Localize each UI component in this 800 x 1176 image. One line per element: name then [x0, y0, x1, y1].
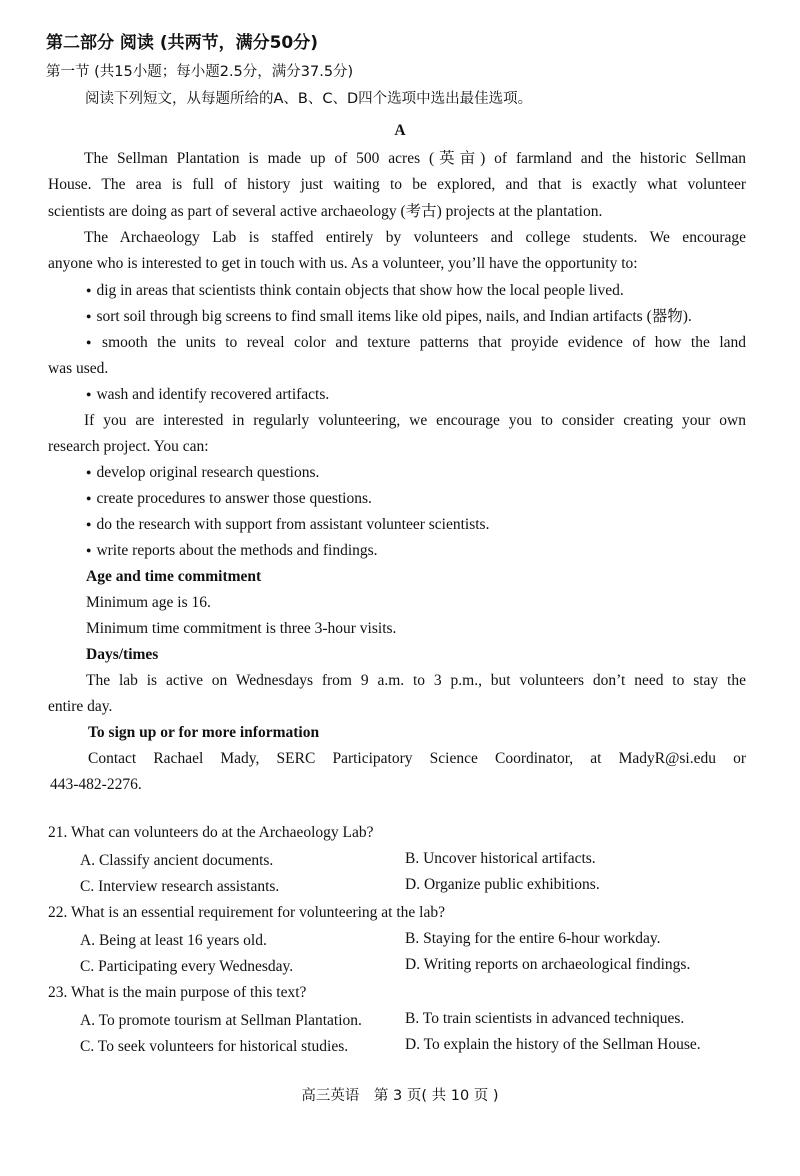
section-title: 第一节 (共15小题；每小题2.5分，满分37.5分) — [46, 64, 354, 80]
paragraph-line: The Archaeology Lab is staffed entirely by volunteers and college students. We encourage — [84, 229, 746, 246]
passage-label: A — [394, 122, 406, 139]
option-a[interactable]: A. Being at least 16 years old. — [80, 932, 267, 949]
list-item: ● smooth the units to reveal color and texture patterns that proyide evidence of how the land — [86, 333, 746, 354]
contact-line: Contact Rachael Mady, SERC Participatory Science Coordinator, at MadyR@si.edu or — [88, 750, 746, 767]
option-c[interactable]: C. Interview research assistants. — [80, 878, 280, 895]
list-item: ● dig in areas that scientists think contain objects that show how the local people lived. — [86, 281, 624, 302]
instructions: 阅读下列短文，从每题所给的A、B、C、D四个选项中选出最佳选项。 — [85, 91, 533, 107]
paragraph-line: research project. You can: — [48, 438, 209, 455]
days-heading: Days/times — [86, 646, 159, 663]
option-c[interactable]: C. To seek volunteers for historical studies. — [80, 1038, 349, 1055]
list-item: ● sort soil through big screens to find small items like old pipes, nails, and Indian artifacts (器物). — [86, 307, 692, 328]
age-line: Minimum age is 16. — [86, 594, 211, 611]
page-footer: 高三英语 第 3 页( 共 10 页 ) — [301, 1088, 499, 1104]
list-item: ● develop original research questions. — [86, 463, 319, 484]
days-line: entire day. — [48, 698, 113, 715]
option-b[interactable]: B. To train scientists in advanced techniques. — [405, 1010, 685, 1027]
option-b[interactable]: B. Uncover historical artifacts. — [405, 850, 596, 867]
paragraph-line: scientists are doing as part of several active archaeology (考古) projects at the plantation. — [48, 203, 603, 220]
age-heading: Age and time commitment — [86, 568, 262, 585]
signup-heading: To sign up or for more information — [88, 724, 320, 741]
paragraph-line: If you are interested in regularly volunteering, we encourage you to consider creating your own — [84, 412, 746, 429]
option-d[interactable]: D. Organize public exhibitions. — [405, 876, 600, 893]
paragraph-line: The Sellman Plantation is made up of 500 acres (英亩) of farmland and the historic Sellman — [84, 150, 746, 167]
contact-phone: 443-482-2276. — [50, 776, 142, 793]
question-stem: 21. What can volunteers do at the Archaeology Lab? — [48, 824, 374, 841]
part-title: 第二部分 阅读 (共两节，满分50分) — [46, 33, 319, 53]
time-line: Minimum time commitment is three 3-hour visits. — [86, 620, 397, 637]
list-item: ● do the research with support from assistant volunteer scientists. — [86, 515, 489, 536]
question-stem: 22. What is an essential requirement for volunteering at the lab? — [48, 904, 445, 921]
option-a[interactable]: A. Classify ancient documents. — [80, 852, 274, 869]
option-a[interactable]: A. To promote tourism at Sellman Plantation. — [80, 1012, 362, 1029]
list-item: ● write reports about the methods and findings. — [86, 541, 378, 562]
list-item-continuation: was used. — [48, 360, 109, 377]
option-c[interactable]: C. Participating every Wednesday. — [80, 958, 294, 975]
list-item: ● create procedures to answer those questions. — [86, 489, 372, 510]
option-d[interactable]: D. Writing reports on archaeological findings. — [405, 956, 691, 973]
paragraph-line: anyone who is interested to get in touch with us. As a volunteer, you’ll have the opportunity to: — [48, 255, 638, 272]
list-item: ● wash and identify recovered artifacts. — [86, 385, 329, 406]
option-b[interactable]: B. Staying for the entire 6-hour workday. — [405, 930, 661, 947]
option-d[interactable]: D. To explain the history of the Sellman House. — [405, 1036, 701, 1053]
question-stem: 23. What is the main purpose of this text? — [48, 984, 307, 1001]
days-line: The lab is active on Wednesdays from 9 a.m. to 3 p.m., but volunteers don’t need to stay the — [86, 672, 746, 689]
paragraph-line: House. The area is full of history just waiting to be explored, and that is exactly what volunteer — [48, 176, 746, 193]
